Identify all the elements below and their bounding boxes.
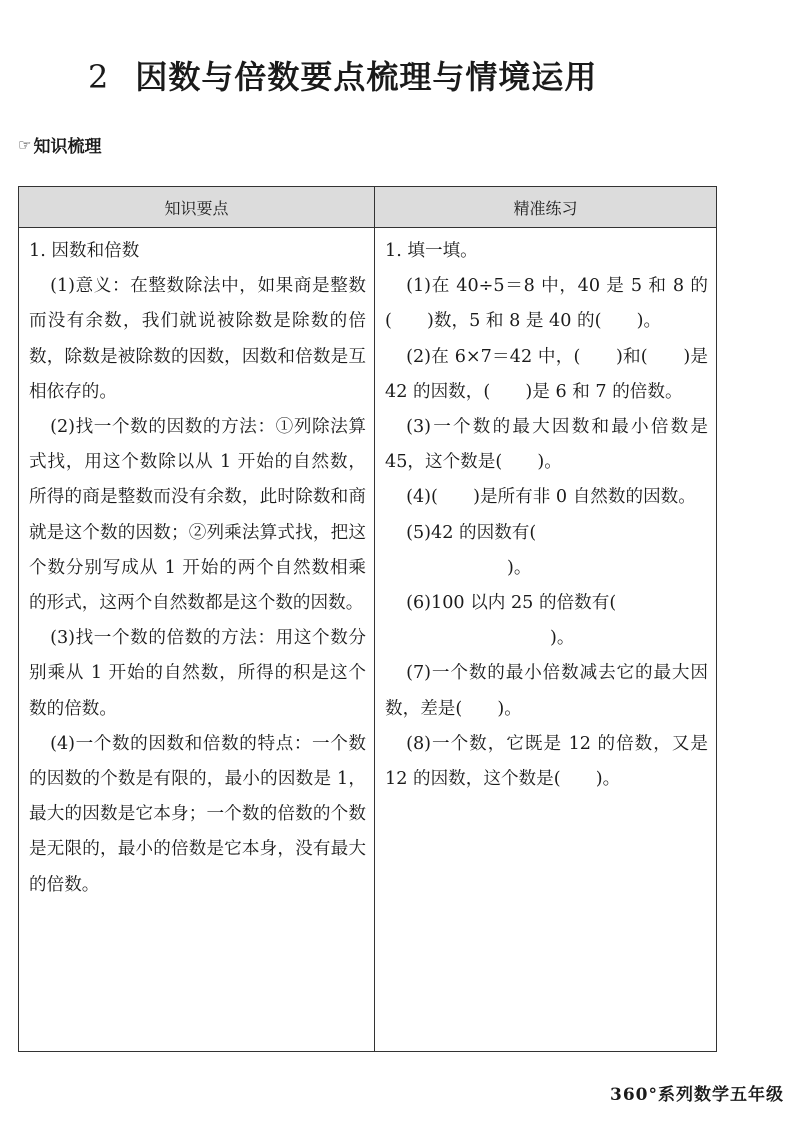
knowledge-characteristics: (4)一个数的因数和倍数的特点：一个数的因数的个数是有限的，最小的因数是 1，最大的因数是它本身；一个数的倍数的个数是无限的，最小的倍数是它本身，没有最大的倍数。 <box>29 733 366 895</box>
question-8: (8)一个数，它既是 12 的倍数，又是 12 的因数，这个数是( )。 <box>385 733 708 790</box>
practice-heading: 1. 填一填。 <box>385 241 478 261</box>
question-5-line1: (5)42 的因数有( <box>406 522 537 543</box>
page-title <box>88 52 597 98</box>
knowledge-cell <box>19 228 375 1052</box>
question-7: (7)一个数的最小倍数减去它的最大因数，差是( )。 <box>385 663 708 719</box>
knowledge-find-multiples: (3)找一个数的倍数的方法：用这个数分别乘从 1 开始的自然数，所得的积是这个数的倍数。 <box>29 628 366 719</box>
section-label: 知识梳理 <box>33 137 102 157</box>
table-header-row <box>19 187 717 228</box>
question-4: (4)( )是所有非 0 自然数的因数。 <box>406 487 696 508</box>
section-heading <box>18 132 101 157</box>
question-5-line2: )。 <box>507 557 532 578</box>
knowledge-find-factors: (2)找一个数的因数的方法：①列除法算式找，用这个数除以从 1 开始的自然数，所得的商是整数而没有余数，此时除数和商就是这个数的因数；②列乘法算式找，把这个数分别写成从 1 开始的两个自然数相乘的形式，这两个自然数都是这个数的因数。 <box>29 417 366 614</box>
question-6-line1: (6)100 以内 25 的倍数有( <box>406 593 617 614</box>
table-body-row <box>19 228 717 1052</box>
question-2: (2)在 6×7＝42 中，( )和( )是 42 的因数，( )是 6 和 7 的倍数。 <box>385 346 708 402</box>
header-practice: 精准练习 <box>375 187 717 228</box>
question-1: (1)在 40÷5＝8 中，40 是 5 和 8 的( )数，5 和 8 是 40 的( )。 <box>385 276 708 332</box>
knowledge-heading: 1. 因数和倍数 <box>29 241 140 261</box>
title-number: 2 <box>88 58 110 96</box>
question-3: (3)一个数的最大因数和最小倍数是 45，这个数是( )。 <box>385 417 708 473</box>
practice-cell <box>375 228 717 1052</box>
knowledge-table <box>18 186 717 1052</box>
title-text: 因数与倍数要点梳理与情境运用 <box>135 58 598 96</box>
knowledge-definition: (1)意义：在整数除法中，如果商是整数而没有余数，我们就说被除数是除数的倍数，除数是被除数的因数，因数和倍数是互相依存的。 <box>29 276 366 402</box>
header-knowledge-points: 知识要点 <box>19 187 375 228</box>
series-footer: 360°系列数学五年级 <box>610 1085 784 1105</box>
question-6-line2: )。 <box>550 628 575 649</box>
pointing-hand-icon: ☞ <box>18 135 32 154</box>
